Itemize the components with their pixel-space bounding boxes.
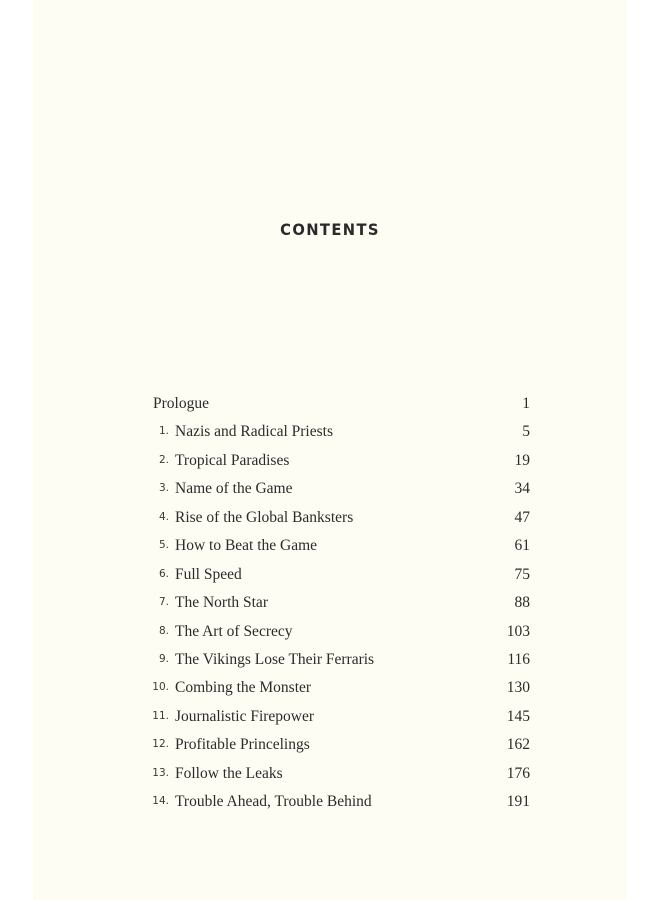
toc-entry-title: Rise of the Global Banksters — [175, 508, 354, 526]
toc-entry-number: 2. — [158, 453, 169, 466]
toc-entry-page: 5 — [522, 423, 530, 441]
toc-entry-number: 11. — [152, 709, 169, 722]
toc-entry-page: 145 — [506, 707, 530, 725]
toc-entry-number: 8. — [158, 624, 169, 637]
toc-entry[interactable] — [0, 736, 660, 764]
toc-entry-title: Full Speed — [175, 565, 242, 583]
toc-entry-title: Journalistic Firepower — [175, 707, 315, 725]
toc-entry-title: Combing the Monster — [175, 679, 312, 697]
toc-entry[interactable] — [0, 594, 660, 622]
toc-entry-title: Prologue — [153, 395, 209, 412]
toc-entry-title: Follow the Leaks — [175, 764, 283, 782]
toc-entry-title: Profitable Princelings — [175, 736, 310, 754]
toc-entry-page: 75 — [514, 565, 530, 583]
toc-entry-number: 3. — [158, 482, 169, 495]
toc-entry-number: 1. — [158, 425, 169, 438]
toc-entry-page: 19 — [514, 451, 530, 469]
toc-entry-prologue[interactable] — [0, 395, 660, 423]
toc-entry-page: 34 — [514, 480, 530, 498]
toc-entry-page: 191 — [506, 793, 530, 811]
toc-entry[interactable] — [0, 537, 660, 565]
toc-entry[interactable] — [0, 623, 660, 651]
toc-entry-title: The Vikings Lose Their Ferraris — [175, 650, 375, 668]
toc-entry-number: 4. — [158, 510, 169, 523]
toc-entry[interactable] — [0, 423, 660, 451]
toc-entry[interactable] — [0, 509, 660, 537]
toc-entry-page: 103 — [506, 622, 530, 640]
toc-entry[interactable] — [0, 452, 660, 480]
toc-entry-number: 12. — [152, 738, 169, 751]
toc-entry-page: 176 — [506, 764, 530, 782]
toc-entry-number: 14. — [152, 795, 169, 808]
toc-entry-page: 130 — [506, 679, 530, 697]
toc-entry-title: The North Star — [175, 594, 268, 612]
toc-entry[interactable] — [0, 566, 660, 594]
toc-entry[interactable] — [0, 651, 660, 679]
toc-entry-number: 9. — [158, 652, 169, 665]
toc-entry-page: 116 — [507, 650, 530, 668]
table-of-contents — [0, 395, 660, 822]
toc-entry-number: 6. — [158, 567, 169, 580]
toc-entry[interactable] — [0, 793, 660, 821]
toc-entry-title: How to Beat the Game — [175, 537, 318, 555]
toc-entry-page: 47 — [514, 508, 530, 526]
toc-entry-number: 7. — [158, 596, 169, 609]
toc-entry[interactable] — [0, 765, 660, 793]
toc-entry-page: 61 — [514, 537, 530, 555]
toc-entry[interactable] — [0, 480, 660, 508]
toc-entry-title: Trouble Ahead, Trouble Behind — [175, 793, 372, 811]
toc-entry-title: Name of the Game — [175, 480, 293, 498]
toc-entry-page: 88 — [514, 594, 530, 612]
toc-entry-page: 162 — [506, 736, 530, 754]
toc-entry[interactable] — [0, 708, 660, 736]
toc-entry-title: The Art of Secrecy — [175, 622, 293, 640]
toc-entry-title: Tropical Paradises — [175, 451, 290, 469]
toc-entry-number: 5. — [158, 539, 169, 552]
toc-entry-title: Nazis and Radical Priests — [175, 423, 333, 441]
toc-entry-page: 1 — [522, 395, 530, 412]
toc-entry-number: 10. — [152, 681, 169, 694]
page-title: CONTENTS — [280, 220, 380, 239]
toc-entry[interactable] — [0, 679, 660, 707]
toc-entry-number: 13. — [152, 766, 169, 779]
